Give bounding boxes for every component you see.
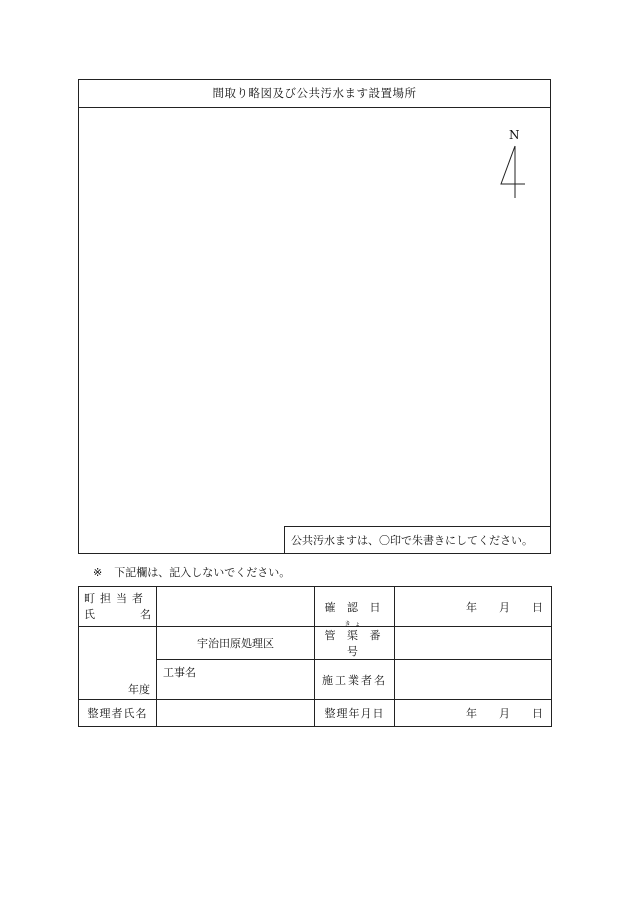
frame-title: 間取り略図及び公共汚水ます設置場所 — [79, 80, 550, 108]
staff-name-cell[interactable] — [157, 587, 315, 627]
confirm-date-cell[interactable]: 年 月 日 — [395, 587, 552, 627]
remark-text: 下記欄は、記入しないでください。 — [114, 566, 291, 579]
work-name-cell[interactable] — [157, 660, 315, 700]
layout-sketch-frame — [78, 79, 551, 554]
pipe-number-label: 管 きょ 渠 番 号 — [315, 627, 395, 660]
confirm-date-label: 確 認 日 — [315, 587, 395, 627]
organizer-cell[interactable] — [157, 700, 315, 727]
district-label: 宇治田原処理区 — [157, 627, 315, 660]
organizer-label: 整理者氏名 — [79, 700, 157, 727]
staff-label: 町担当者 氏 名 — [79, 587, 157, 627]
work-name-label: 工事名 — [163, 666, 196, 679]
sewer-note: 公共汚水ますは、〇印で朱書きにしてください。 — [284, 526, 550, 553]
organize-date-cell[interactable]: 年 月 日 — [395, 700, 552, 727]
north-indicator — [497, 128, 527, 200]
north-label: N — [509, 128, 520, 142]
organize-date-label: 整理年月日 — [315, 700, 395, 727]
table-row — [79, 700, 552, 727]
contractor-label: 施工業者名 — [315, 660, 395, 700]
remark-mark: ※ — [93, 566, 103, 579]
office-use-table — [78, 586, 552, 727]
remark — [93, 564, 290, 580]
north-arrow-icon — [497, 144, 527, 200]
table-row — [79, 587, 552, 627]
contractor-cell[interactable] — [395, 660, 552, 700]
fiscal-year-cell[interactable]: 年度 — [79, 627, 157, 700]
table-row — [79, 627, 552, 660]
pipe-number-cell[interactable] — [395, 627, 552, 660]
